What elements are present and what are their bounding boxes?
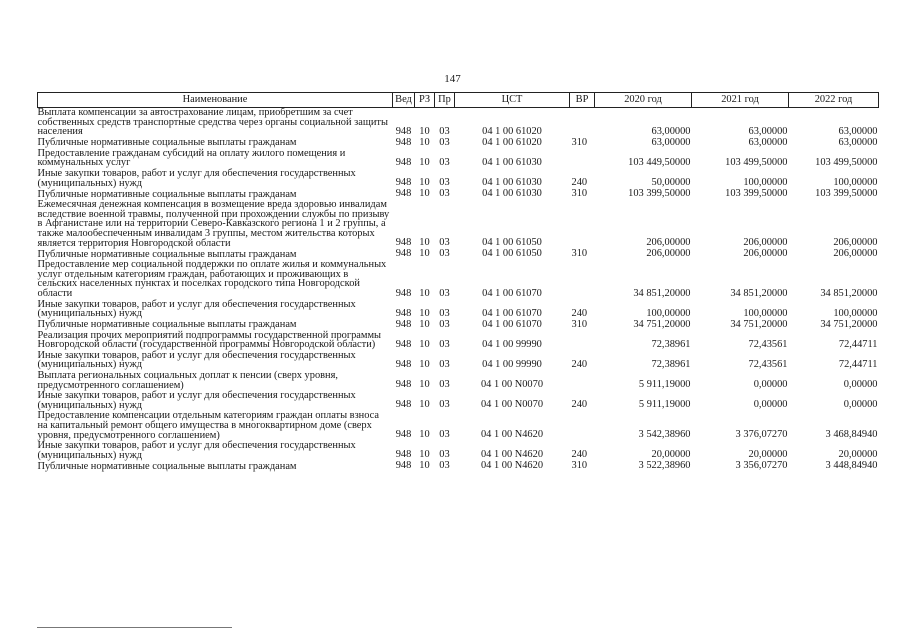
row-cst: 04 1 00 61070 bbox=[482, 318, 542, 330]
row-value-2022: 63,00000 bbox=[838, 125, 878, 137]
row-value-2020: 63,00000 bbox=[651, 125, 691, 137]
row-value-2020: 72,38961 bbox=[651, 359, 691, 371]
row-value-2021: 63,00000 bbox=[748, 136, 788, 148]
row-value-2021: 34 851,20000 bbox=[730, 287, 788, 299]
table-row bbox=[38, 331, 879, 351]
row-value-2022: 72,44711 bbox=[838, 338, 878, 350]
row-pr: 03 bbox=[439, 307, 450, 319]
row-pr: 03 bbox=[439, 429, 450, 441]
row-value-2021: 206,00000 bbox=[743, 237, 788, 249]
row-value-2022: 72,44711 bbox=[838, 359, 878, 371]
row-value-2020: 50,00000 bbox=[651, 177, 691, 189]
row-pr: 03 bbox=[439, 399, 450, 411]
row-value-2020: 3 522,38960 bbox=[638, 460, 691, 472]
budget-table bbox=[37, 92, 879, 472]
row-vr bbox=[570, 331, 595, 351]
row-pr: 03 bbox=[439, 449, 450, 461]
row-cst: 04 1 00 61050 bbox=[482, 237, 542, 249]
row-value-2022: 206,00000 bbox=[833, 237, 878, 249]
row-cst: 04 1 00 61070 bbox=[482, 307, 542, 319]
row-name: Реализация прочих мероприятий подпрограммы государственной программы Новгородской области (государственной программы Новгородской области) bbox=[37, 329, 382, 351]
row-value-2020: 5 911,19000 bbox=[638, 399, 691, 411]
row-rz: 10 bbox=[419, 460, 430, 472]
row-ved: 948 bbox=[395, 307, 412, 319]
table-row bbox=[38, 260, 879, 299]
row-value-2020: 103 449,50000 bbox=[628, 156, 691, 168]
row-rz: 10 bbox=[419, 359, 430, 371]
row-name: Иные закупки товаров, работ и услуг для обеспечения государственных (муниципальных) нужд bbox=[37, 390, 356, 411]
row-value-2021: 34 751,20000 bbox=[730, 318, 788, 330]
row-cst: 04 1 00 99990 bbox=[482, 359, 542, 371]
row-ved: 948 bbox=[395, 136, 412, 148]
row-cst: 04 1 00 N0070 bbox=[480, 379, 544, 391]
row-cst: 04 1 00 N4620 bbox=[480, 460, 544, 472]
row-value-2022: 100,00000 bbox=[833, 307, 878, 319]
row-rz: 10 bbox=[419, 248, 430, 260]
row-ved: 948 bbox=[395, 379, 412, 391]
row-cst: 04 1 00 61020 bbox=[482, 136, 542, 148]
row-name: Иные закупки товаров, работ и услуг для обеспечения государственных (муниципальных) нужд bbox=[37, 167, 356, 189]
row-value-2020: 206,00000 bbox=[646, 248, 691, 260]
row-value-2020: 34 751,20000 bbox=[633, 318, 691, 330]
row-pr: 03 bbox=[439, 460, 450, 472]
row-value-2020: 20,00000 bbox=[651, 449, 691, 461]
row-pr: 03 bbox=[439, 136, 450, 148]
row-cst: 04 1 00 61020 bbox=[482, 125, 542, 137]
row-cst: 04 1 00 N0070 bbox=[480, 399, 544, 411]
row-name: Публичные нормативные социальные выплаты гражданам bbox=[37, 248, 297, 260]
row-value-2022: 3 468,84940 bbox=[825, 429, 878, 441]
header-2020: 2020 год bbox=[595, 93, 692, 108]
row-cst: 04 1 00 61050 bbox=[482, 248, 542, 260]
row-rz: 10 bbox=[419, 307, 430, 319]
row-pr: 03 bbox=[439, 188, 450, 200]
row-value-2022: 0,00000 bbox=[843, 379, 878, 391]
header-ved: Вед bbox=[393, 93, 415, 108]
row-value-2021: 3 376,07270 bbox=[735, 429, 788, 441]
row-value-2021: 100,00000 bbox=[743, 307, 788, 319]
row-pr: 03 bbox=[439, 156, 450, 168]
row-cst: 04 1 00 61030 bbox=[482, 188, 542, 200]
row-rz: 10 bbox=[419, 318, 430, 330]
row-name: Предоставление компенсации отдельным категориям граждан оплаты взноса на капитальный ремонт общего имущества в многоквартирном доме (сверх уровня, предусмотренного соглашением) bbox=[37, 410, 380, 441]
row-pr: 03 bbox=[439, 287, 450, 299]
row-value-2021: 3 356,07270 bbox=[735, 460, 788, 472]
row-ved: 948 bbox=[395, 399, 412, 411]
row-value-2020: 63,00000 bbox=[651, 136, 691, 148]
row-ved: 948 bbox=[395, 156, 412, 168]
row-cst: 04 1 00 61030 bbox=[482, 177, 542, 189]
row-vr bbox=[570, 371, 595, 391]
row-rz: 10 bbox=[419, 449, 430, 461]
row-name: Выплата компенсации за автострахование лицам, приобретшим за счет собственных средств транспортные средства через органы социальной защиты населения bbox=[37, 107, 388, 138]
row-ved: 948 bbox=[395, 449, 412, 461]
row-pr: 03 bbox=[439, 177, 450, 189]
row-value-2022: 34 851,20000 bbox=[820, 287, 878, 299]
row-value-2021: 20,00000 bbox=[748, 449, 788, 461]
row-vr: 240 bbox=[571, 177, 588, 189]
row-rz: 10 bbox=[419, 188, 430, 200]
row-ved: 948 bbox=[395, 318, 412, 330]
row-pr: 03 bbox=[439, 125, 450, 137]
table-row bbox=[38, 169, 879, 189]
header-2022: 2022 год bbox=[789, 93, 879, 108]
row-name: Иные закупки товаров, работ и услуг для обеспечения государственных (муниципальных) нужд bbox=[37, 349, 356, 371]
row-vr: 240 bbox=[571, 307, 588, 319]
table-row bbox=[38, 300, 879, 320]
row-value-2020: 100,00000 bbox=[646, 307, 691, 319]
row-pr: 03 bbox=[439, 338, 450, 350]
row-vr: 310 bbox=[571, 318, 588, 330]
footer-divider bbox=[37, 627, 232, 628]
row-cst: 04 1 00 N4620 bbox=[480, 449, 544, 461]
row-rz: 10 bbox=[419, 136, 430, 148]
row-ved: 948 bbox=[395, 248, 412, 260]
header-rz: РЗ bbox=[415, 93, 435, 108]
row-cst: 04 1 00 99990 bbox=[482, 338, 542, 350]
row-rz: 10 bbox=[419, 338, 430, 350]
row-ved: 948 bbox=[395, 177, 412, 189]
row-value-2020: 34 851,20000 bbox=[633, 287, 691, 299]
page-number: 147 bbox=[444, 73, 461, 85]
row-vr bbox=[570, 149, 595, 169]
row-value-2020: 206,00000 bbox=[646, 237, 691, 249]
table-row bbox=[38, 441, 879, 461]
row-value-2022: 103 499,50000 bbox=[815, 156, 878, 168]
row-vr bbox=[570, 411, 595, 441]
row-cst: 04 1 00 N4620 bbox=[480, 429, 544, 441]
row-pr: 03 bbox=[439, 318, 450, 330]
row-vr bbox=[570, 200, 595, 249]
row-value-2022: 20,00000 bbox=[838, 449, 878, 461]
row-vr: 310 bbox=[571, 136, 588, 148]
row-value-2022: 103 399,50000 bbox=[815, 188, 878, 200]
row-pr: 03 bbox=[439, 237, 450, 249]
row-ved: 948 bbox=[395, 460, 412, 472]
row-value-2021: 0,00000 bbox=[753, 379, 788, 391]
row-ved: 948 bbox=[395, 338, 412, 350]
table-row bbox=[38, 108, 879, 138]
row-ved: 948 bbox=[395, 188, 412, 200]
row-rz: 10 bbox=[419, 379, 430, 391]
table-row bbox=[38, 200, 879, 249]
row-value-2021: 72,43561 bbox=[748, 338, 788, 350]
table-body bbox=[38, 108, 879, 473]
row-vr: 240 bbox=[571, 449, 588, 461]
row-value-2021: 103 399,50000 bbox=[725, 188, 788, 200]
row-name: Ежемесячная денежная компенсация в возмещение вреда здоровью инвалидам вследствие военной травмы, полученной при прохождении службы по призыву в Афганистане или на территории Северо-Кавказского региона 1 и 2 группы, а также малообеспеченным инвалидам 3 группы, местом жительства которых является территория Новгородской области bbox=[37, 199, 390, 249]
row-ved: 948 bbox=[395, 287, 412, 299]
row-cst: 04 1 00 61070 bbox=[482, 287, 542, 299]
row-cst: 04 1 00 61030 bbox=[482, 156, 542, 168]
table-row bbox=[38, 371, 879, 391]
row-vr: 240 bbox=[571, 359, 588, 371]
row-rz: 10 bbox=[419, 429, 430, 441]
header-cst: ЦСТ bbox=[455, 93, 570, 108]
row-rz: 10 bbox=[419, 287, 430, 299]
row-pr: 03 bbox=[439, 248, 450, 260]
row-name: Публичные нормативные социальные выплаты гражданам bbox=[37, 319, 297, 331]
row-name: Публичные нормативные социальные выплаты гражданам bbox=[37, 188, 297, 200]
row-rz: 10 bbox=[419, 156, 430, 168]
row-value-2022: 100,00000 bbox=[833, 177, 878, 189]
header-pr: Пр bbox=[435, 93, 455, 108]
row-ved: 948 bbox=[395, 429, 412, 441]
row-value-2022: 206,00000 bbox=[833, 248, 878, 260]
row-value-2022: 0,00000 bbox=[843, 399, 878, 411]
row-name: Публичные нормативные социальные выплаты гражданам bbox=[37, 137, 297, 149]
row-value-2020: 103 399,50000 bbox=[628, 188, 691, 200]
header-vr: ВР bbox=[570, 93, 595, 108]
row-value-2022: 3 448,84940 bbox=[825, 460, 878, 472]
row-name: Иные закупки товаров, работ и услуг для обеспечения государственных (муниципальных) нужд bbox=[37, 440, 356, 461]
row-rz: 10 bbox=[419, 237, 430, 249]
row-vr bbox=[570, 108, 595, 138]
row-value-2022: 34 751,20000 bbox=[820, 318, 878, 330]
row-value-2020: 3 542,38960 bbox=[638, 429, 691, 441]
row-value-2022: 63,00000 bbox=[838, 136, 878, 148]
row-value-2021: 72,43561 bbox=[748, 359, 788, 371]
table-row bbox=[38, 391, 879, 411]
header-2021: 2021 год bbox=[692, 93, 789, 108]
table-row bbox=[38, 351, 879, 371]
row-pr: 03 bbox=[439, 359, 450, 371]
table-row bbox=[38, 461, 879, 472]
row-vr: 310 bbox=[571, 248, 588, 260]
row-value-2020: 5 911,19000 bbox=[638, 379, 691, 391]
row-rz: 10 bbox=[419, 177, 430, 189]
row-name: Публичные нормативные социальные выплаты гражданам bbox=[37, 460, 297, 472]
row-name: Предоставление гражданам субсидий на оплату жилого помещения и коммунальных услуг bbox=[37, 147, 346, 169]
row-ved: 948 bbox=[395, 359, 412, 371]
row-value-2020: 72,38961 bbox=[651, 338, 691, 350]
row-rz: 10 bbox=[419, 399, 430, 411]
row-vr bbox=[570, 260, 595, 299]
row-value-2021: 206,00000 bbox=[743, 248, 788, 260]
row-rz: 10 bbox=[419, 125, 430, 137]
table-row bbox=[38, 149, 879, 169]
row-vr: 310 bbox=[571, 460, 588, 472]
row-value-2021: 63,00000 bbox=[748, 125, 788, 137]
table-row bbox=[38, 411, 879, 441]
table-header-row bbox=[38, 93, 879, 108]
row-ved: 948 bbox=[395, 237, 412, 249]
row-name: Выплата региональных социальных доплат к пенсии (сверх уровня, предусмотренного соглашением) bbox=[37, 370, 338, 391]
row-ved: 948 bbox=[395, 125, 412, 137]
row-pr: 03 bbox=[439, 379, 450, 391]
row-vr: 310 bbox=[571, 188, 588, 200]
row-vr: 240 bbox=[571, 399, 588, 411]
row-value-2021: 103 499,50000 bbox=[725, 156, 788, 168]
header-name: Наименование bbox=[38, 93, 393, 108]
row-name: Иные закупки товаров, работ и услуг для обеспечения государственных (муниципальных) нужд bbox=[37, 298, 356, 320]
row-value-2021: 0,00000 bbox=[753, 399, 788, 411]
row-value-2021: 100,00000 bbox=[743, 177, 788, 189]
row-name: Предоставление мер социальной поддержки по оплате жилья и коммунальных услуг отдельным категориям граждан, работающих и проживающих в сельских населенных пунктах и поселках городского типа Новгородской области bbox=[37, 259, 387, 299]
